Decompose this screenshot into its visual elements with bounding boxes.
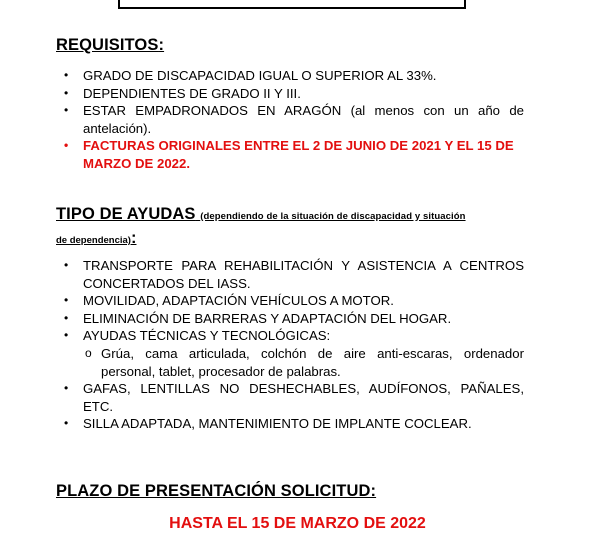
bullet-icon: • xyxy=(64,138,69,153)
requisitos-list xyxy=(62,67,524,173)
list-item: • ESTAR EMPADRONADOS EN ARAGÓN (al menos con un año de antelación). xyxy=(64,103,524,136)
list-item: • GAFAS, LENTILLAS NO DESHECHABLES, AUDÍFONOS, PAÑALES, ETC. xyxy=(64,381,524,414)
top-box-frame xyxy=(118,0,466,9)
tipo-ayudas-subheading: (dependiendo de la situación de discapacidad y situación xyxy=(200,211,466,222)
bullet-icon: • xyxy=(64,328,69,343)
tipo-ayudas-subheading-line2: de dependencia): xyxy=(56,229,137,247)
bullet-icon: • xyxy=(64,258,69,272)
bullet-icon: • xyxy=(64,85,69,100)
list-item: • SILLA ADAPTADA, MANTENIMIENTO DE IMPLANTE COCLEAR. xyxy=(64,416,472,432)
list-item: • GRADO DE DISCAPACIDAD IGUAL O SUPERIOR AL 33%. xyxy=(64,68,437,83)
requisitos-heading: REQUISITOS: xyxy=(56,36,165,54)
bullet-icon: • xyxy=(64,68,69,82)
plazo-heading: PLAZO DE PRESENTACIÓN SOLICITUD: xyxy=(56,482,377,500)
deadline-text: HASTA EL 15 DE MARZO DE 2022 xyxy=(169,515,426,532)
list-item: • AYUDAS TÉCNICAS Y TECNOLÓGICAS: xyxy=(64,328,331,344)
bullet-icon: • xyxy=(64,416,69,431)
tipo-ayudas-heading: TIPO DE AYUDAS (dependiendo de la situación de discapacidad y situación xyxy=(56,205,466,223)
list-subitem: o Grúa, cama articulada, colchón de aire anti-escaras, ordenador personal, tablet, procesador de palabras. xyxy=(85,345,524,379)
bullet-icon: • xyxy=(64,103,69,118)
list-item: • ELIMINACIÓN DE BARRERAS Y ADAPTACIÓN DEL HOGAR. xyxy=(64,310,452,326)
list-item: • MOVILIDAD, ADAPTACIÓN VEHÍCULOS A MOTOR. xyxy=(64,293,394,309)
list-item: • TRANSPORTE PARA REHABILITACIÓN Y ASISTENCIA A CENTROS CONCERTADOS DEL IASS. xyxy=(64,258,524,291)
list-item: • DEPENDIENTES DE GRADO II Y III. xyxy=(64,85,301,101)
bullet-icon: • xyxy=(64,293,69,308)
list-item-highlighted: • FACTURAS ORIGINALES ENTRE EL 2 DE JUNIO DE 2021 Y EL 15 DE MARZO DE 2022. xyxy=(64,138,514,171)
bullet-icon: • xyxy=(64,310,69,325)
circle-bullet-icon: o xyxy=(85,345,92,360)
bullet-icon: • xyxy=(64,381,69,396)
tipo-ayudas-list xyxy=(62,257,524,433)
